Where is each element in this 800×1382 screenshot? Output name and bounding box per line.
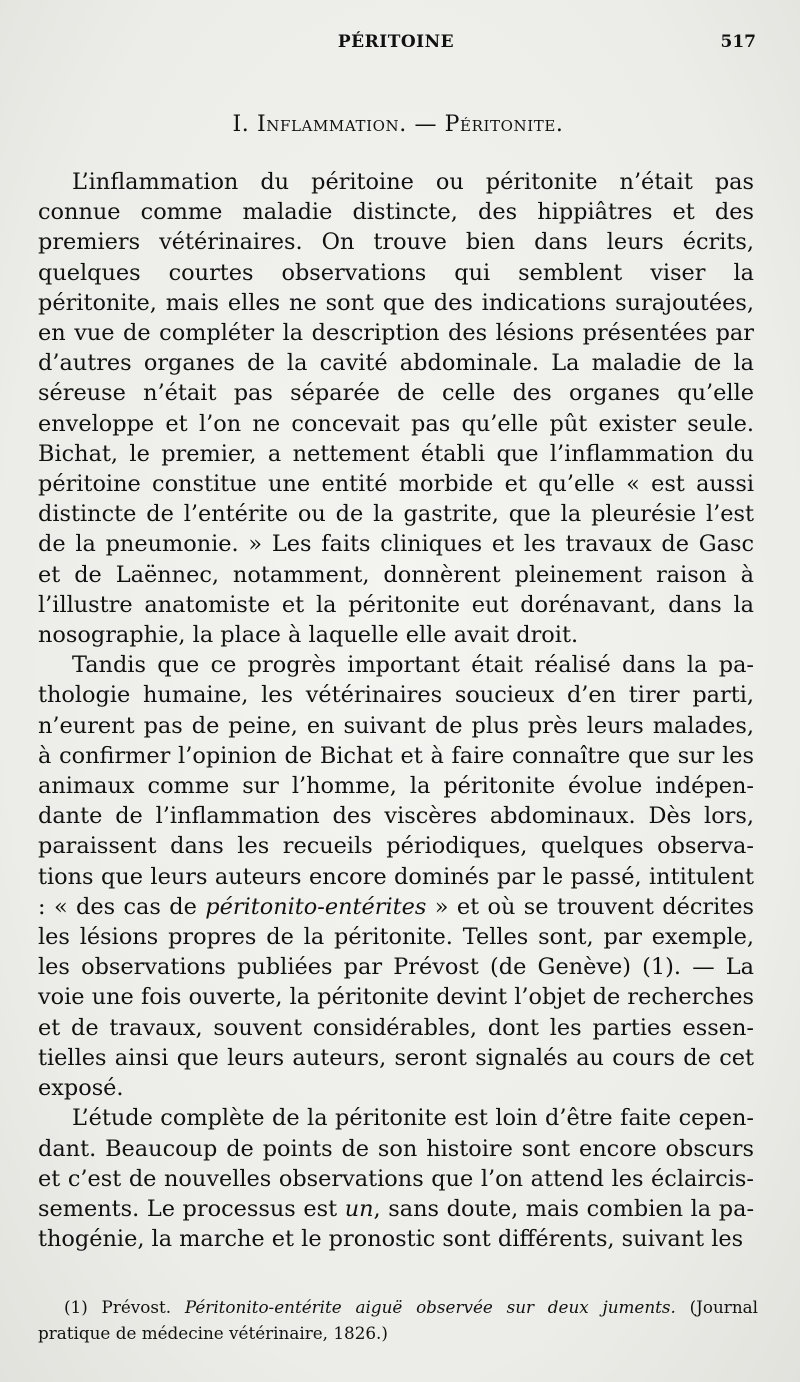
page-number: 517 — [720, 32, 756, 52]
body-text — [38, 167, 754, 1254]
page-header — [36, 32, 756, 58]
paragraph-3-text-a: L’étude complète de la péritonite est loin d’être faite cependant. Beaucoup de points de son histoire sont encore obscurs et c’est de nouvelles observations que l’on attend les éclaircissements. Le processus est — [38, 1105, 754, 1222]
running-head: PÉRITOINE — [337, 32, 455, 52]
footnote — [38, 1294, 758, 1346]
paragraph-2-text-b: » et où se trouvent décrites les lésions propres de la péritonite. Telles sont, par exemple, les observations publiées par Prévost (de Genève) (1). — La voie une fois ouverte, la péritonite devint l’objet de recherches et de travaux, souvent considérables, dont les parties essentielles ainsi que leurs auteurs, seront signalés au cours de cet exposé. — [38, 893, 754, 1102]
footnote-rest: (Journal pratique de médecine vétérinaire, 1826.) — [38, 1297, 759, 1343]
section-title: I. Inflammation. — Péritonite. — [232, 112, 564, 137]
footnote-marker: (1) Prévost. — [64, 1297, 172, 1317]
paragraph-3 — [38, 1103, 754, 1254]
paragraph-3-italic: un — [344, 1195, 374, 1222]
paragraph-2-italic: péritonito-entérites — [205, 893, 427, 920]
footnote-italic-title: Péritonito-entérite aiguë observée sur deux juments. — [184, 1297, 676, 1317]
paragraph-2-text-a: Tandis que ce progrès important était réalisé dans la pathologie humaine, les vétérinaires soucieux d’en tirer parti, n’eurent pas de peine, en suivant de plus près leurs malades, à confirmer l’opinion de Bichat et à faire connaître que sur les animaux comme sur l’homme, la péritonite évolue indépendante de l’inflammation des viscères abdominaux. Dès lors, paraissent dans les recueils périodiques, quelques observations que leurs auteurs encore dominés par le passé, intitulent : « des cas de — [38, 652, 754, 920]
paragraph-3-text-b: , sans doute, mais combien la pathogénie, la marche et le pronostic sont différents, suivant les — [38, 1195, 755, 1253]
paragraph-1: L’inflammation du péritoine ou péritonite n’était pas connue comme maladie distincte, des hippiâtres et des premiers vétérinaires. On trouve bien dans leurs écrits, quelques courtes observations qui semblent viser la péritonite, mais elles ne sont que des indications surajoutées, en vue de compléter la description des lésions présentées par d’autres organes de la cavité abdominale. La maladie de la séreuse n’était pas séparée de celle des organes qu’elle enveloppe et l’on ne concevait pas qu’elle pût exister seule. Bichat, le premier, a nettement établi que l’inflammation du péritoine constitue une entité morbide et qu’elle « est aussi distincte de l’entérite ou de la gastrite, que la pleurésie l’est de la pneumonie. » Les faits cliniques et les travaux de Gasc et de Laënnec, notamment, donnèrent pleinement raison à l’illustre anatomiste et la péritonite eut dorénavant, dans la nosographie, la place à laquelle elle avait droit. — [38, 169, 754, 649]
paragraph-2 — [38, 650, 754, 1103]
